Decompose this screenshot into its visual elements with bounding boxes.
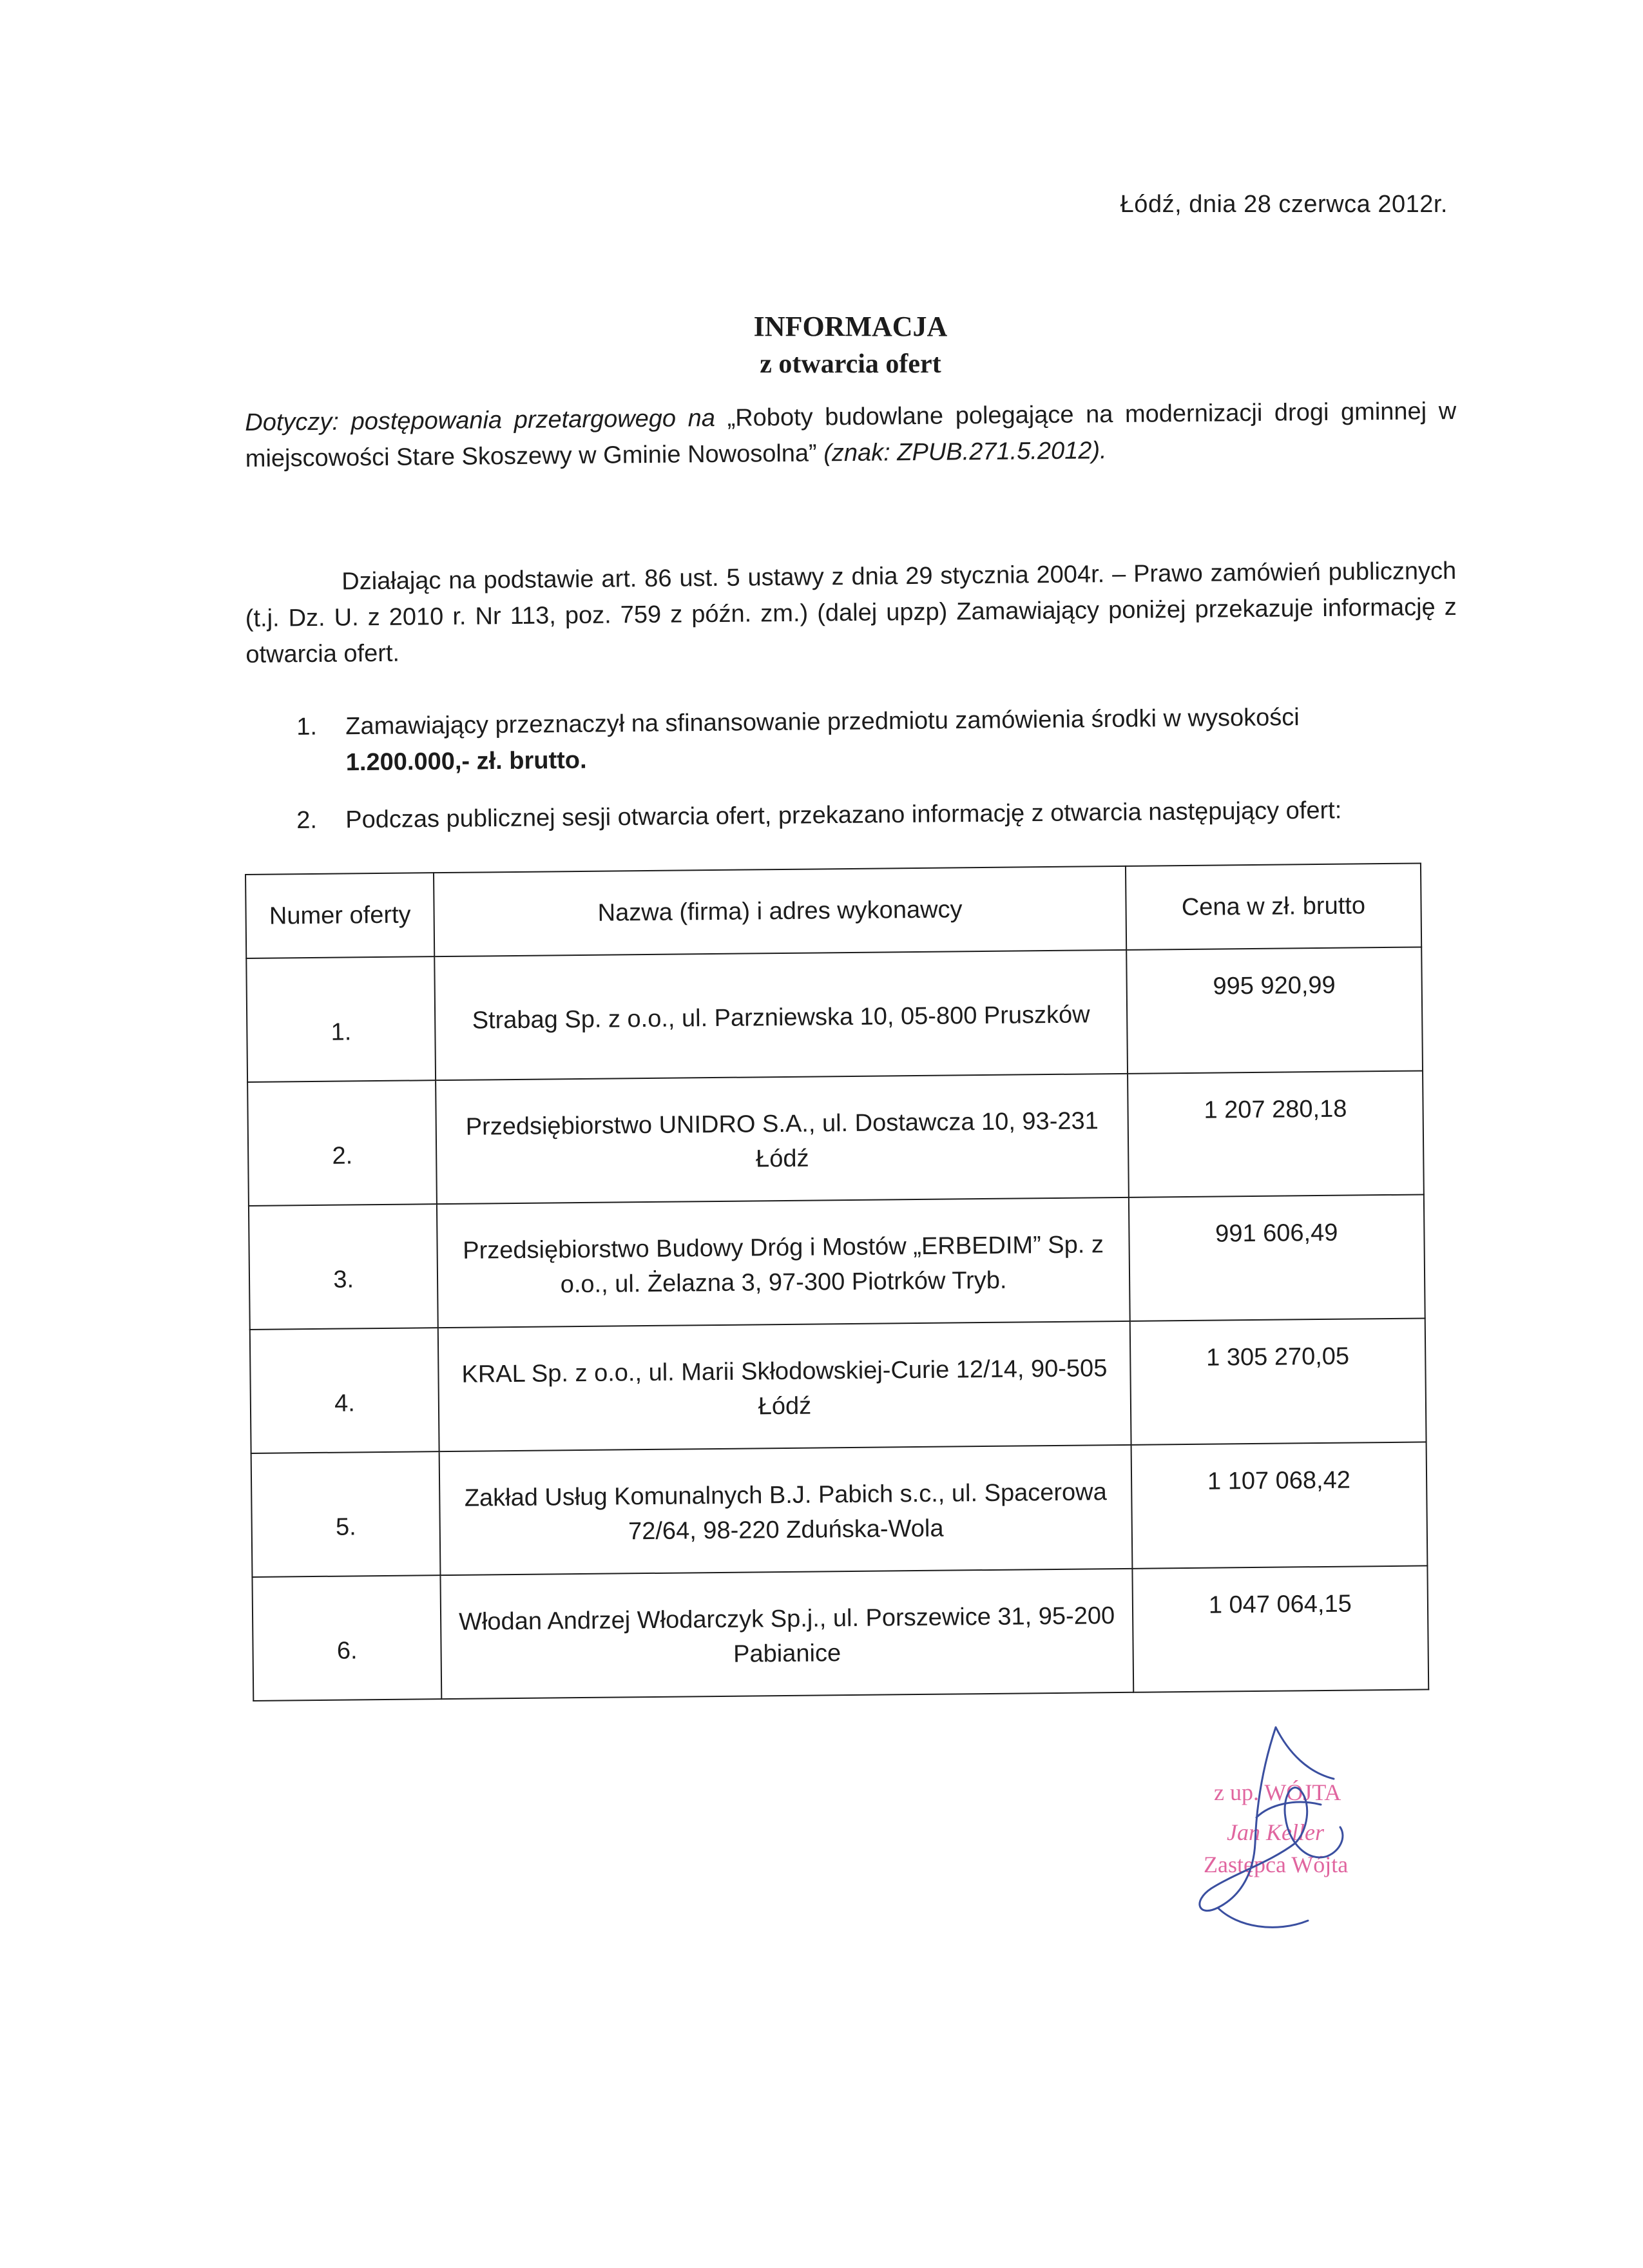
table-row (250, 1318, 1427, 1453)
list-text: Podczas publicznej sesji otwarcia ofert, przekazano informację z otwarcia następujący ofert: (345, 797, 1342, 834)
offers-table (245, 862, 1429, 1701)
header-price: Cena w zł. brutto (1126, 863, 1422, 949)
legal-basis-paragraph: Działając na podstawie art. 86 ust. 5 ustawy z dnia 29 stycznia 2004r. – Prawo zamówień publicznych (t.j. Dz. U. z 2010 r. Nr 113, poz. 759 z późn. zm.) (dalej upzp) Zamawiający poniżej przekazuje informację z otwarcia ofert. (245, 557, 1457, 668)
contractor-name: Zakład Usług Komunalnych B.J. Pabich s.c., ul. Spacerowa 72/64, 98-220 Zduńska-Wola (439, 1445, 1132, 1575)
title-main: INFORMACJA (753, 311, 948, 342)
table-row (251, 1442, 1428, 1577)
table-row (247, 1071, 1424, 1206)
header-contractor: Nazwa (firma) i adres wykonawcy (434, 866, 1126, 956)
title-sub: z otwarcia ofert (760, 349, 941, 379)
contractor-name: Przedsiębiorstwo UNIDRO S.A., ul. Dostawcza 10, 93-231 Łódź (436, 1074, 1128, 1204)
table-row (246, 947, 1423, 1082)
offer-number: 4. (250, 1328, 439, 1453)
offer-number: 3. (249, 1204, 438, 1330)
stamp-line-authorization: z up. WÓJTA (1214, 1779, 1341, 1805)
contractor-name: Przedsiębiorstwo Budowy Dróg i Mostów „ERBEDIM” Sp. z o.o., ul. Żelazna 3, 97-300 Piotrków Tryb. (437, 1197, 1129, 1328)
offer-price: 995 920,99 (1126, 947, 1423, 1073)
offer-price: 991 606,49 (1129, 1194, 1425, 1321)
offer-number: 5. (251, 1451, 441, 1577)
list-item-budget (296, 698, 1456, 777)
place-date: Łódź, dnia 28 czerwca 2012r. (1120, 191, 1448, 218)
subject-prefix: Dotyczy: postępowania przetargowego na (245, 404, 716, 436)
contractor-name: Włodan Andrzej Włodarczyk Sp.j., ul. Porszewice 31, 95-200 Pabianice (441, 1569, 1133, 1699)
offer-price: 1 207 280,18 (1128, 1071, 1424, 1197)
stamp-line-position: Zastępca Wójta (1204, 1852, 1349, 1877)
contractor-name: Strabag Sp. z o.o., ul. Parzniewska 10, 05-800 Pruszków (435, 950, 1128, 1080)
offer-number: 1. (246, 956, 436, 1082)
table-row (252, 1565, 1428, 1701)
budget-amount: 1.200.000,- zł. brutto. (345, 746, 587, 777)
document-title (0, 308, 1643, 383)
list-number: 1. (296, 713, 318, 741)
subject-name: „Roboty budowlane polegające na modernizacji drogi gminnej w miejscowości Stare Skoszewy w Gminie Nowosolna” (245, 397, 1457, 472)
header-offer-number: Numer oferty (245, 873, 435, 958)
handwritten-signature (1179, 1714, 1385, 1959)
offer-price: 1 305 270,05 (1129, 1318, 1426, 1444)
list-item-session (296, 791, 1456, 834)
offer-price: 1 047 064,15 (1132, 1565, 1428, 1692)
subject-reference: (znak: ZPUB.271.5.2012). (816, 437, 1107, 467)
offer-price: 1 107 068,42 (1131, 1442, 1427, 1568)
list-number: 2. (296, 806, 318, 834)
list-text: Zamawiający przeznaczył na sfinansowanie przedmiotu zamówienia środki w wysokości (345, 704, 1300, 741)
offer-number: 6. (252, 1575, 441, 1701)
table-row (249, 1194, 1425, 1330)
contractor-name: KRAL Sp. z o.o., ul. Marii Skłodowskiej-Curie 12/14, 90-505 Łódź (438, 1321, 1131, 1451)
subject-paragraph (245, 393, 1457, 477)
offer-number: 2. (247, 1080, 437, 1206)
table-header-row (245, 863, 1421, 958)
stamp-line-name: Jan Keller (1227, 1819, 1324, 1845)
